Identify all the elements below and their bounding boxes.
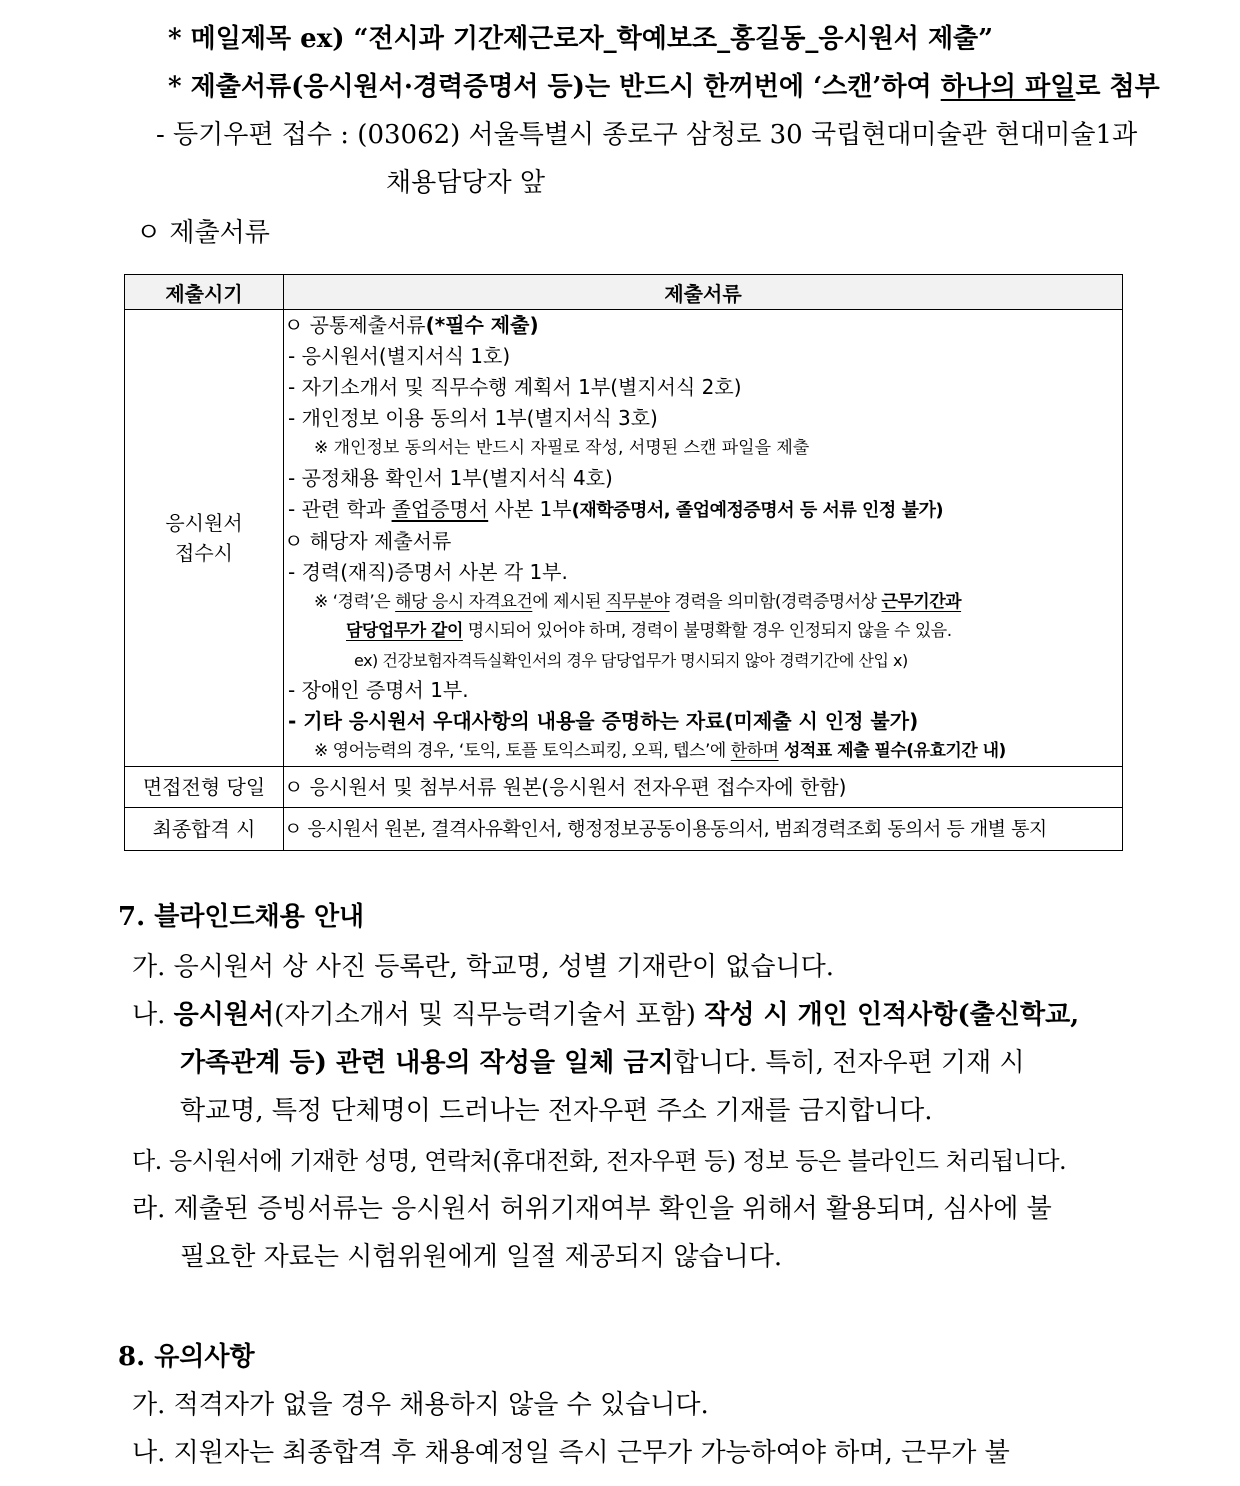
timing-application-line1: 응시원서: [165, 511, 243, 535]
graduation-mid: 사본 1부: [488, 497, 572, 521]
table-row: [125, 808, 1123, 851]
section7-na-b1: 응시원서: [173, 1000, 275, 1030]
career-note-bu: 근무기간과: [881, 592, 962, 612]
career-note-u1: 해당 응시 자격요건: [395, 592, 533, 612]
section7-na-line2: [180, 1046, 1025, 1080]
header-docs: 제출서류: [284, 275, 1123, 310]
section7-title: 7. 블라인드채용 안내: [118, 902, 365, 932]
timing-interview: 면접전형 당일: [125, 767, 284, 808]
career-note-u2: 직무분야: [605, 592, 670, 612]
section8-na: 나. 지원자는 최종합격 후 채용예정일 즉시 근무가 가능하여야 하며, 근무가 불: [132, 1438, 1010, 1468]
section7-na-line2-rest: 합니다. 특히, 전자우편 기재 시: [673, 1048, 1025, 1078]
timing-application: [125, 310, 284, 767]
section7-na: [132, 998, 1079, 1032]
table-header-row: [125, 275, 1123, 310]
career-note-2: [284, 617, 1122, 646]
graduation-cert: 졸업증명서: [391, 497, 489, 521]
career-note2-bu: 담당업무가 같이: [346, 621, 463, 641]
lang-note-b: 성적표 제출 필수(유효기간 내): [778, 741, 1006, 761]
section7-da: 다. 응시원서에 기재한 성명, 연락처(휴대전화, 전자우편 등) 정보 등은 블라인드 처리됩니다.: [132, 1147, 1067, 1175]
lang-note-a: ※ 영어능력의 경우, ‘토익, 토플 토익스피킹, 오픽, 텝스’에: [314, 741, 731, 761]
mail-subject-note: * 메일제목 ex) “전시과 기간제근로자_학예보조_홍길동_응시원서 제출”: [168, 24, 994, 54]
list-item: - 장애인 증명서 1부.: [288, 678, 469, 702]
attachment-note-underlined: 하나의 파일: [940, 72, 1076, 102]
career-note-b: 에 제시된: [532, 592, 606, 612]
privacy-note: ※ 개인정보 동의서는 반드시 자필로 작성, 서명된 스캔 파일을 제출: [314, 438, 810, 458]
docs-heading: ㅇ 제출서류: [136, 218, 270, 248]
list-item: - 공정채용 확인서 1부(별지서식 4호): [288, 466, 613, 490]
list-item: - 응시원서(별지서식 1호): [288, 344, 511, 368]
final-docs: ㅇ 응시원서 원본, 결격사유확인서, 행정정보공동이용동의서, 범죄경력조회 동의서 등 개별 통지: [284, 817, 1047, 840]
applicable-docs-title: ㅇ 해당자 제출서류: [284, 529, 452, 553]
career-note2-rest: 명시되어 있어야 하며, 경력이 불명확할 경우 인정되지 않을 수 있음.: [462, 621, 952, 641]
graduation-pre: - 관련 학과: [288, 497, 392, 521]
timing-application-line2: 접수시: [175, 541, 233, 565]
interview-docs: ㅇ 응시원서 및 첨부서류 원본(응시원서 전자우편 접수자에 한함): [284, 774, 847, 799]
graduation-bold: (재학증명서, 졸업예정증명서 등 서류 인정 불가): [571, 500, 944, 521]
docs-interview: [284, 767, 1123, 808]
lang-note-u: 한하며: [730, 741, 779, 761]
language-note: [284, 737, 1122, 766]
submission-docs-table: [124, 274, 1123, 851]
section7-ga: 가. 응시원서 상 사진 등록란, 학교명, 성별 기재란이 없습니다.: [132, 952, 834, 982]
table-row: [125, 767, 1123, 808]
registered-mail-line: - 등기우편 접수 : (03062) 서울특별시 종로구 삼청로 30 국립현대미술관 현대미술1과: [156, 120, 1138, 150]
career-note-a: ※ ‘경력’은: [314, 592, 396, 612]
section7-na-line3: 학교명, 특정 단체명이 드러나는 전자우편 주소 기재를 금지합니다.: [180, 1096, 933, 1126]
section7-na-t1: (자기소개서 및 직무능력기술서 포함): [274, 1000, 705, 1030]
list-item: [284, 494, 1122, 526]
section7-ra: 라. 제출된 증빙서류는 응시원서 허위기재여부 확인을 위해서 활용되며, 심사에 불: [132, 1194, 1052, 1224]
career-note-3: ex) 건강보험자격득실확인서의 경우 담당업무가 명시되지 않아 경력기간에 산입 x): [354, 651, 908, 670]
career-note: [284, 588, 1122, 617]
section7-na-prefix: 나.: [132, 1000, 174, 1030]
table-row: [125, 310, 1123, 767]
docs-final: [284, 808, 1123, 851]
common-docs-title: [284, 310, 1122, 341]
section7-na-line2-bold: 가족관계 등) 관련 내용의 작성을 일체 금지: [180, 1048, 674, 1078]
career-note-c: 경력을 의미함(경력증명서상: [669, 592, 882, 612]
attachment-note: [168, 70, 1160, 104]
section7-na-b2: 작성 시 개인 인적사항(출신학교,: [704, 1000, 1080, 1030]
list-item: - 경력(재직)증명서 사본 각 1부.: [288, 560, 568, 584]
section7-ra-line2: 필요한 자료는 시험위원에게 일절 제공되지 않습니다.: [180, 1242, 783, 1272]
list-item: - 개인정보 이용 동의서 1부(별지서식 3호): [288, 406, 658, 430]
section8-title: 8. 유의사항: [118, 1342, 255, 1372]
attachment-note-after: 로 첨부: [1075, 72, 1160, 102]
docs-application: [284, 310, 1123, 767]
attachment-note-bold: * 제출서류(응시원서·경력증명서 등)는 반드시 한꺼번에 ‘스캔’하여: [168, 72, 941, 102]
section8-ga: 가. 적격자가 없을 경우 채용하지 않을 수 있습니다.: [132, 1390, 709, 1420]
list-item: - 자기소개서 및 직무수행 계획서 1부(별지서식 2호): [288, 375, 742, 399]
common-docs-title-text: ㅇ 공통제출서류: [284, 313, 426, 337]
timing-final: 최종합격 시: [125, 808, 284, 851]
header-timing: 제출시기: [125, 275, 284, 310]
common-docs-required: (*필수 제출): [425, 313, 539, 337]
registered-mail-recipient: 채용담당자 앞: [386, 168, 545, 198]
list-item: - 기타 응시원서 우대사항의 내용을 증명하는 자료(미제출 시 인정 불가): [288, 709, 919, 733]
